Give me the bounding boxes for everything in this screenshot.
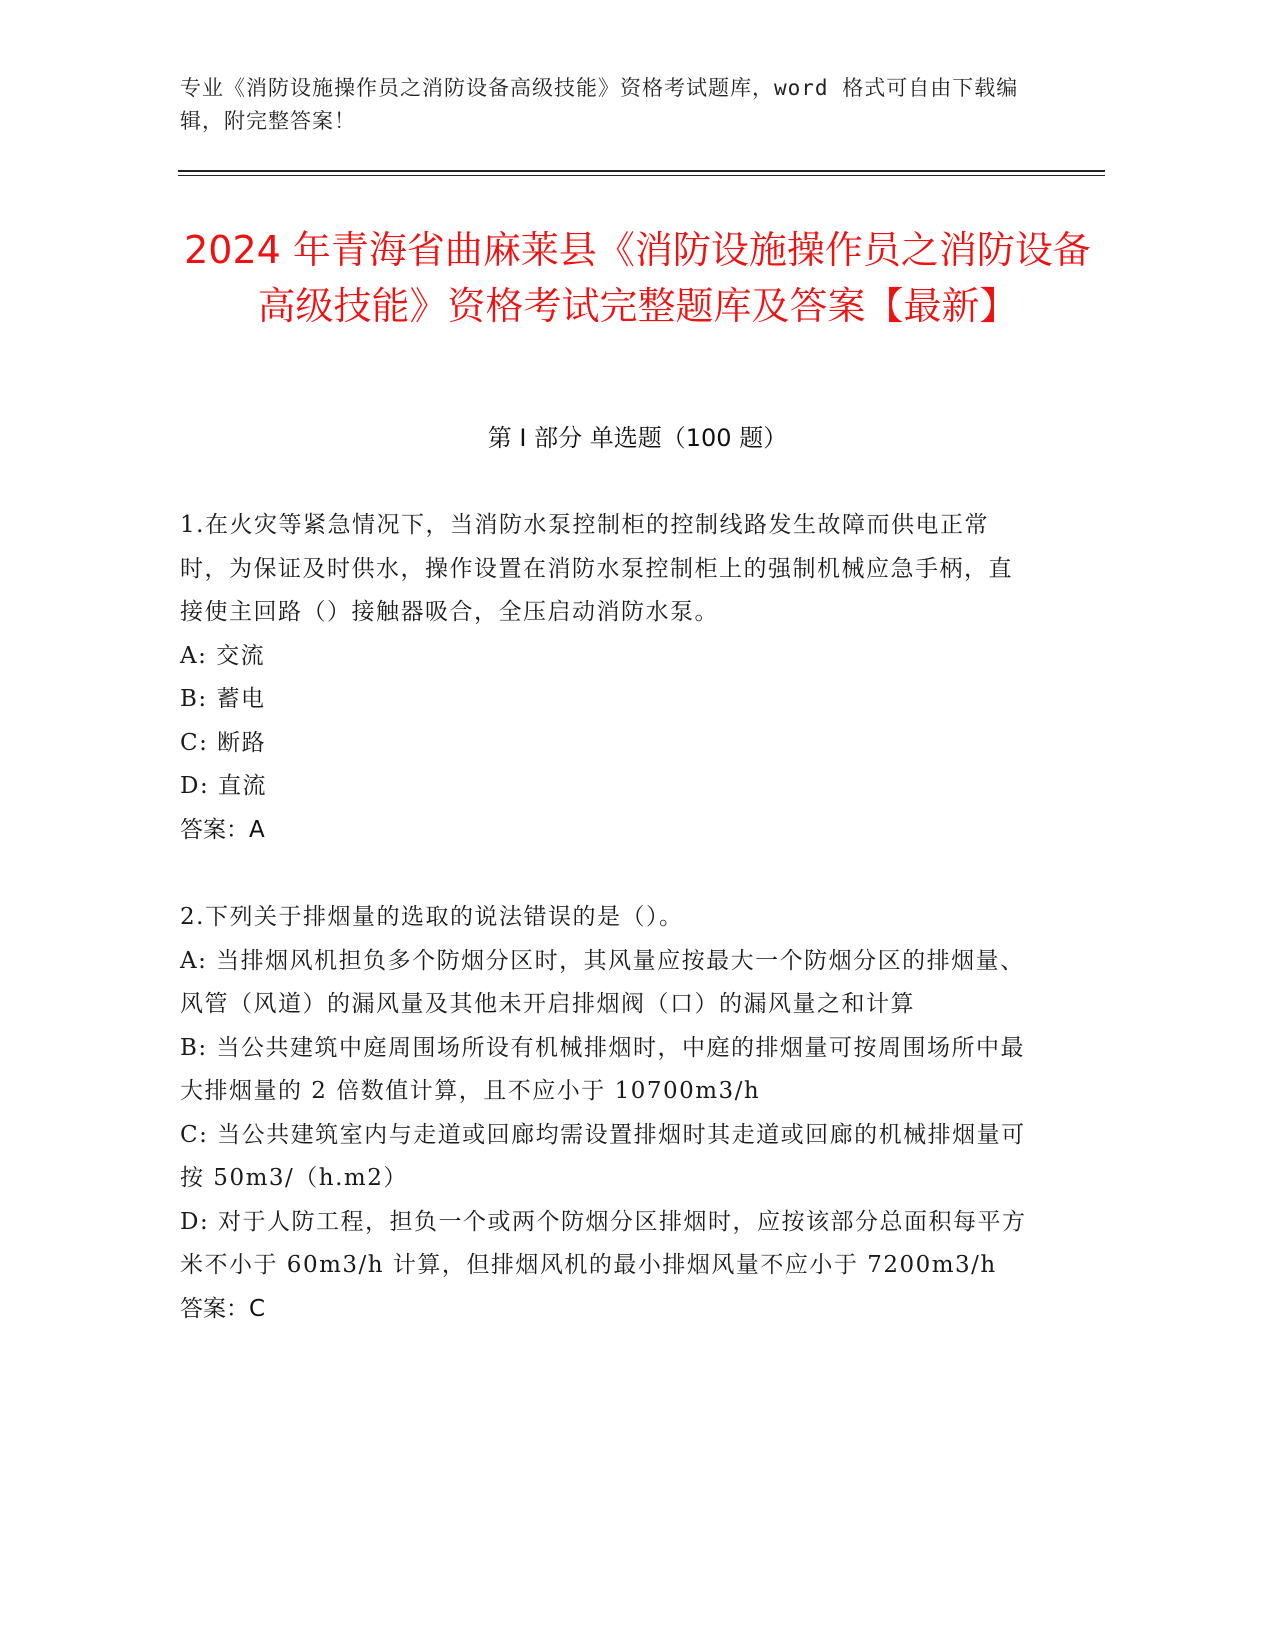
question-2 (180, 896, 1030, 1331)
option-d: D: 直流 (180, 773, 268, 799)
option-b: B: 蓄电 (180, 686, 266, 712)
header-divider-thick (178, 170, 1105, 172)
option-a: A: 交流 (180, 642, 266, 669)
option-b: B: 当公共建筑中庭周围场所设有机械排烟时，中庭的排烟量可按周围场所中最大排烟量的 2 倍数值计算，且不应小于 10700m3/h (180, 1034, 1025, 1104)
question-stem: 2.下列关于排烟量的选取的说法错误的是（）。 (180, 904, 684, 930)
header-note: 专业《消防设施操作员之消防设备高级技能》资格考试题库，word 格式可自由下载编辑，附完整答案！ (180, 76, 1019, 133)
option-d: D: 对于人防工程，担负一个或两个防烟分区排烟时，应按该部分总面积每平方米不小于 60m3/h 计算，但排烟风机的最小排烟风量不应小于 7200m3/h (180, 1208, 1027, 1278)
question-1 (180, 504, 1030, 852)
header-divider-thin (178, 175, 1105, 176)
answer-line: 答案：C (180, 1295, 266, 1322)
document-title: 2024 年青海省曲麻莱县《消防设施操作员之消防设备高级技能》资格考试完整题库及答案【最新】 (184, 228, 1091, 328)
question-stem: 1.在火灾等紧急情况下，当消防水泵控制柜的控制线路发生故障而供电正常时，为保证及时供水，操作设置在消防水泵控制柜上的强制机械应急手柄，直接使主回路（）接触器吸合，全压启动消防水泵。 (180, 512, 1013, 625)
section-heading: 第 I 部分 单选题（100 题） (487, 424, 788, 452)
answer-line: 答案：A (180, 816, 265, 843)
option-a: A: 当排烟风机担负多个防烟分区时，其风量应按最大一个防烟分区的排烟量、风管（风道）的漏风量及其他未开启排烟阀（口）的漏风量之和计算 (180, 947, 1025, 1017)
option-c: C: 断路 (180, 729, 267, 756)
option-c: C: 当公共建筑室内与走道或回廊均需设置排烟时其走道或回廊的机械排烟量可按 50m3/（h.m2） (180, 1121, 1026, 1191)
